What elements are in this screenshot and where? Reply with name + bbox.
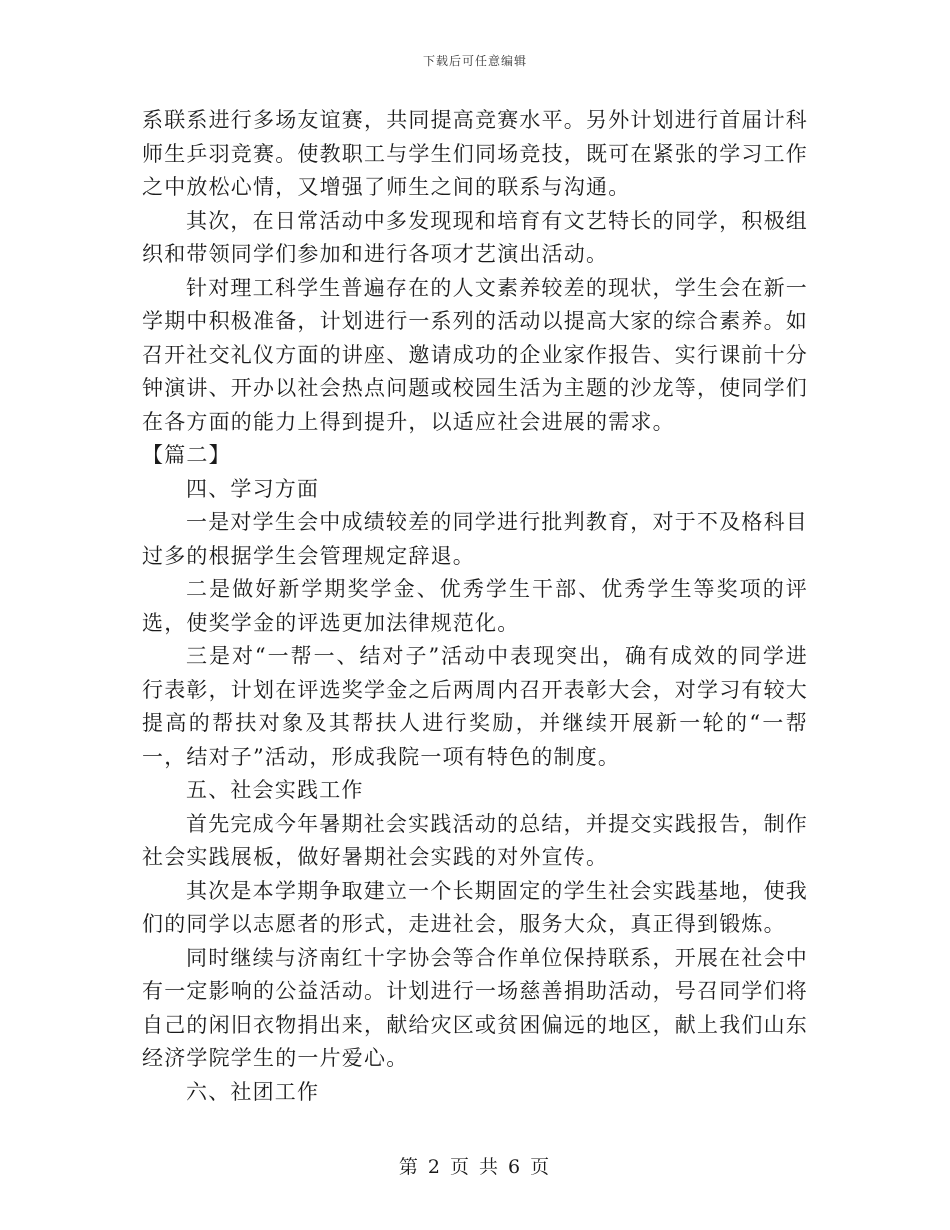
paragraph-2: 其次，在日常活动中多发现现和培育有文艺特长的同学，积极组织和带领同学们参加和进行各项才艺演出活动。	[142, 208, 808, 266]
paragraph-practice-2: 其次是本学期争取建立一个长期固定的学生社会实践基地，使我们的同学以志愿者的形式，走进社会，服务大众，真正得到锻炼。	[142, 878, 808, 936]
paragraph-study-3: 三是对“一帮一、结对子”活动中表现突出，确有成效的同学进行表彰，计划在评选奖学金之后两周内召开表彰大会，对学习有较大提高的帮扶对象及其帮扶人进行奖励，并继续开展新一轮的“一帮一，结对子”活动，形成我院一项有特色的制度。	[142, 644, 808, 769]
paragraph-1: 系联系进行多场友谊赛，共同提高竞赛水平。另外计划进行首届计科师生乒羽竞赛。使教职工与学生们同场竞技，既可在紧张的学习工作之中放松心情，又增强了师生之间的联系与沟通。	[142, 108, 808, 199]
page-number: 第 2 页 共 6 页	[398, 1156, 552, 1178]
heading-clubs: 六、社团工作	[186, 1079, 320, 1104]
heading-social-practice: 五、社会实践工作	[186, 778, 364, 802]
page-header: 下载后可任意编辑	[422, 54, 527, 68]
heading-study: 四、学习方面	[186, 476, 320, 501]
paragraph-study-2: 二是做好新学期奖学金、优秀学生干部、优秀学生等奖项的评选，使奖学金的评选更加法律规范化。	[142, 577, 808, 635]
paragraph-practice-3: 同时继续与济南红十字协会等合作单位保持联系，开展在社会中有一定影响的公益活动。计划进行一场慈善捐助活动，号召同学们将自己的闲旧衣物捐出来，献给灾区或贫困偏远的地区，献上我们山东经济学院学生的一片爱心。	[142, 945, 808, 1070]
document-body	[142, 104, 808, 1109]
paragraph-practice-1: 首先完成今年暑期社会实践活动的总结，并提交实践报告，制作社会实践展板，做好暑期社会实践的对外宣传。	[142, 811, 808, 869]
paragraph-3: 针对理工科学生普遍存在的人文素养较差的现状，学生会在新一学期中积极准备，计划进行一系列的活动以提高大家的综合素养。如召开社交礼仪方面的讲座、邀请成功的企业家作报告、实行课前十分钟演讲、开办以社会热点问题或校园生活为主题的沙龙等，使同学们在各方面的能力上得到提升，以适应社会进展的需求。	[142, 275, 808, 434]
paragraph-study-1: 一是对学生会中成绩较差的同学进行批判教育，对于不及格科目过多的根据学生会管理规定辞退。	[142, 510, 808, 568]
section-title-part-two: 【篇二】	[142, 443, 231, 467]
